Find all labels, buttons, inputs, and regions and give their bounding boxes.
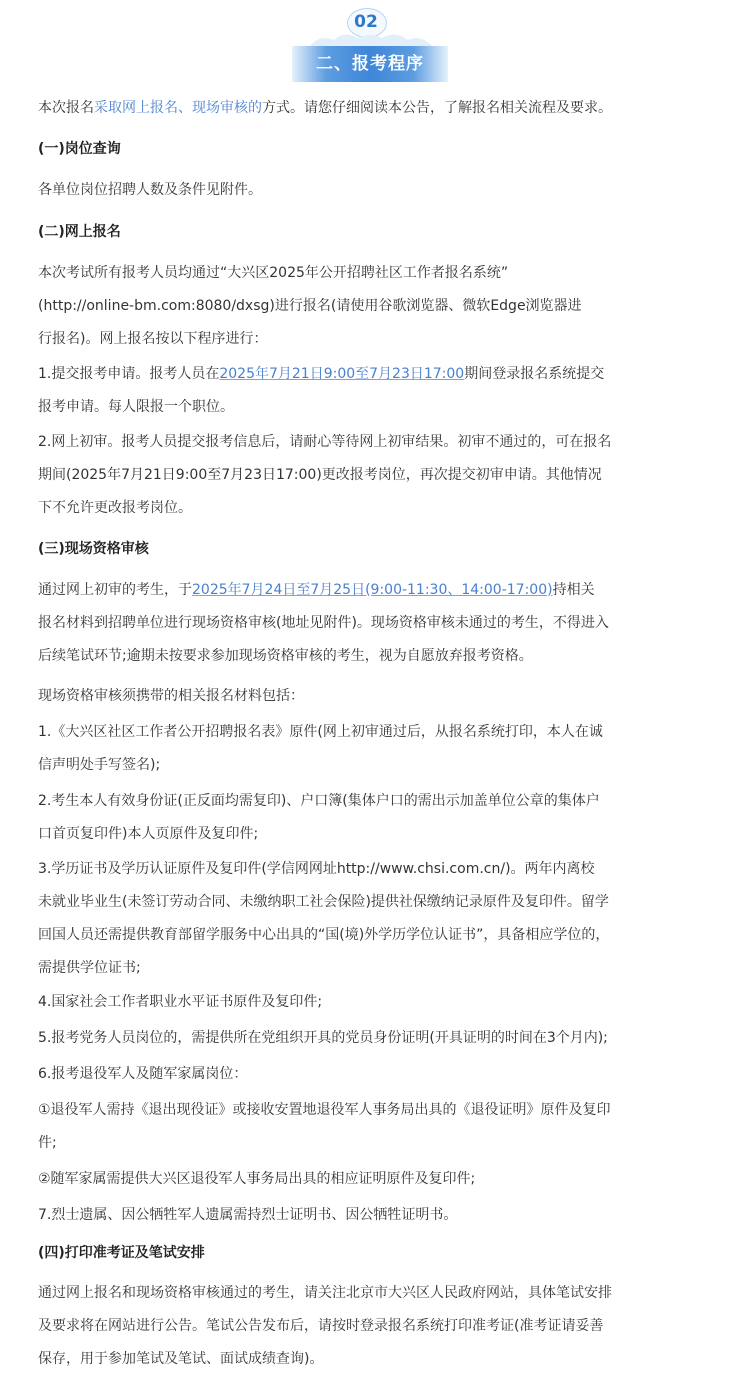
onsite-line-1: 通过网上初审的考生，于2025年7月24日至7月25日(9:00-11:30、14:00-17:00)持相关	[38, 582, 595, 598]
heading-onsite-review: (三)现场资格审核	[38, 541, 149, 557]
heading-online-registration: (二)网上报名	[38, 224, 121, 240]
online-reg-line-2: (http://online-bm.com:8080/dxsg)进行报名(请使用谷歌浏览器、微软Edge浏览器进	[38, 298, 582, 314]
material-6-1-line-2: 件;	[38, 1135, 57, 1151]
heading-admission-ticket: (四)打印准考证及笔试安排	[38, 1245, 205, 1261]
online-reg-line-3: 行报名)。网上报名按以下程序进行：	[38, 331, 268, 347]
admission-line-1: 通过网上报名和现场资格审核通过的考生，请关注北京市大兴区人民政府网站，具体笔试安排	[38, 1285, 612, 1301]
post-query-text: 各单位岗位招聘人数及条件见附件。	[38, 182, 262, 198]
material-4: 4.国家社会工作者职业水平证书原件及复印件;	[38, 994, 323, 1010]
section-header	[0, 0, 744, 86]
admission-line-3: 保存，用于参加笔试及笔试、面试成绩查询)。	[38, 1351, 324, 1367]
material-3-line-1: 3.学历证书及学历认证原件及复印件(学信网网址http://www.chsi.com.cn/)。两年内离校	[38, 861, 595, 877]
material-6-1-line-1: ①退役军人需持《退出现役证》或接收安置地退役军人事务局出具的《退役证明》原件及复印	[38, 1102, 611, 1118]
step-2-line-2: 期间(2025年7月21日9:00至7月23日17:00)更改报考岗位，再次提交初审申请。其他情况	[38, 467, 602, 483]
step-1-line-2: 报考申请。每人限报一个职位。	[38, 399, 234, 415]
material-6: 6.报考退役军人及随军家属岗位：	[38, 1066, 248, 1082]
cloud-decoration-icon	[300, 28, 440, 48]
step-2-line-1: 2.网上初审。报考人员提交报考信息后，请耐心等待网上初审结果。初审不通过的，可在报名	[38, 434, 612, 450]
material-6-2: ②随军家属需提供大兴区退役军人事务局出具的相应证明原件及复印件;	[38, 1171, 476, 1187]
material-3-line-2: 未就业毕业生(未签订劳动合同、未缴纳职工社会保险)提供社保缴纳记录原件及复印件。留学	[38, 894, 609, 910]
onsite-line-3: 后续笔试环节;逾期未按要求参加现场资格审核的考生，视为自愿放弃报考资格。	[38, 648, 533, 664]
step-1-line-1: 1.提交报考申请。报考人员在2025年7月21日9:00至7月23日17:00期间登录报名系统提交	[38, 366, 605, 382]
step-1-date: 2025年7月21日9:00至7月23日17:00	[219, 366, 465, 382]
onsite-line-2: 报名材料到招聘单位进行现场资格审核(地址见附件)。现场资格审核未通过的考生，不得进入	[38, 615, 609, 631]
material-3-line-3: 回国人员还需提供教育部留学服务中心出具的“国(境)外学历学位认证书”，具备相应学位的，	[38, 927, 610, 943]
admission-line-2: 及要求将在网站进行公告。笔试公告发布后，请按时登录报名系统打印准考证(准考证请妥善	[38, 1318, 604, 1334]
section-number: 02	[354, 12, 378, 32]
materials-intro: 现场资格审核须携带的相关报名材料包括：	[38, 688, 304, 704]
material-1-line-1: 1.《大兴区社区工作者公开招聘报名表》原件(网上初审通过后，从报名系统打印，本人在诚	[38, 724, 603, 740]
material-3-line-4: 需提供学位证书;	[38, 960, 141, 976]
heading-post-query: (一)岗位查询	[38, 141, 121, 157]
material-2-line-2: 口首页复印件)本人页原件及复印件;	[38, 826, 259, 842]
intro-paragraph: 本次报名采取网上报名、现场审核的方式。请您仔细阅读本公告，了解报名相关流程及要求。	[38, 100, 612, 116]
material-1-line-2: 信声明处手写签名);	[38, 757, 161, 773]
material-2-line-1: 2.考生本人有效身份证(正反面均需复印)、户口簿(集体户口的需出示加盖单位公章的集体户	[38, 793, 600, 809]
step-2-line-3: 下不允许更改报考岗位。	[38, 500, 192, 516]
section-title: 二、报考程序	[316, 54, 424, 74]
material-5: 5.报考党务人员岗位的，需提供所在党组织开具的党员身份证明(开具证明的时间在3个月内);	[38, 1030, 608, 1046]
onsite-date: 2025年7月24日至7月25日(9:00-11:30、14:00-17:00)	[192, 582, 553, 598]
material-7: 7.烈士遗属、因公牺牲军人遗属需持烈士证明书、因公牺牲证明书。	[38, 1207, 458, 1223]
online-reg-line-1: 本次考试所有报考人员均通过“大兴区2025年公开招聘社区工作者报名系统”	[38, 265, 509, 281]
